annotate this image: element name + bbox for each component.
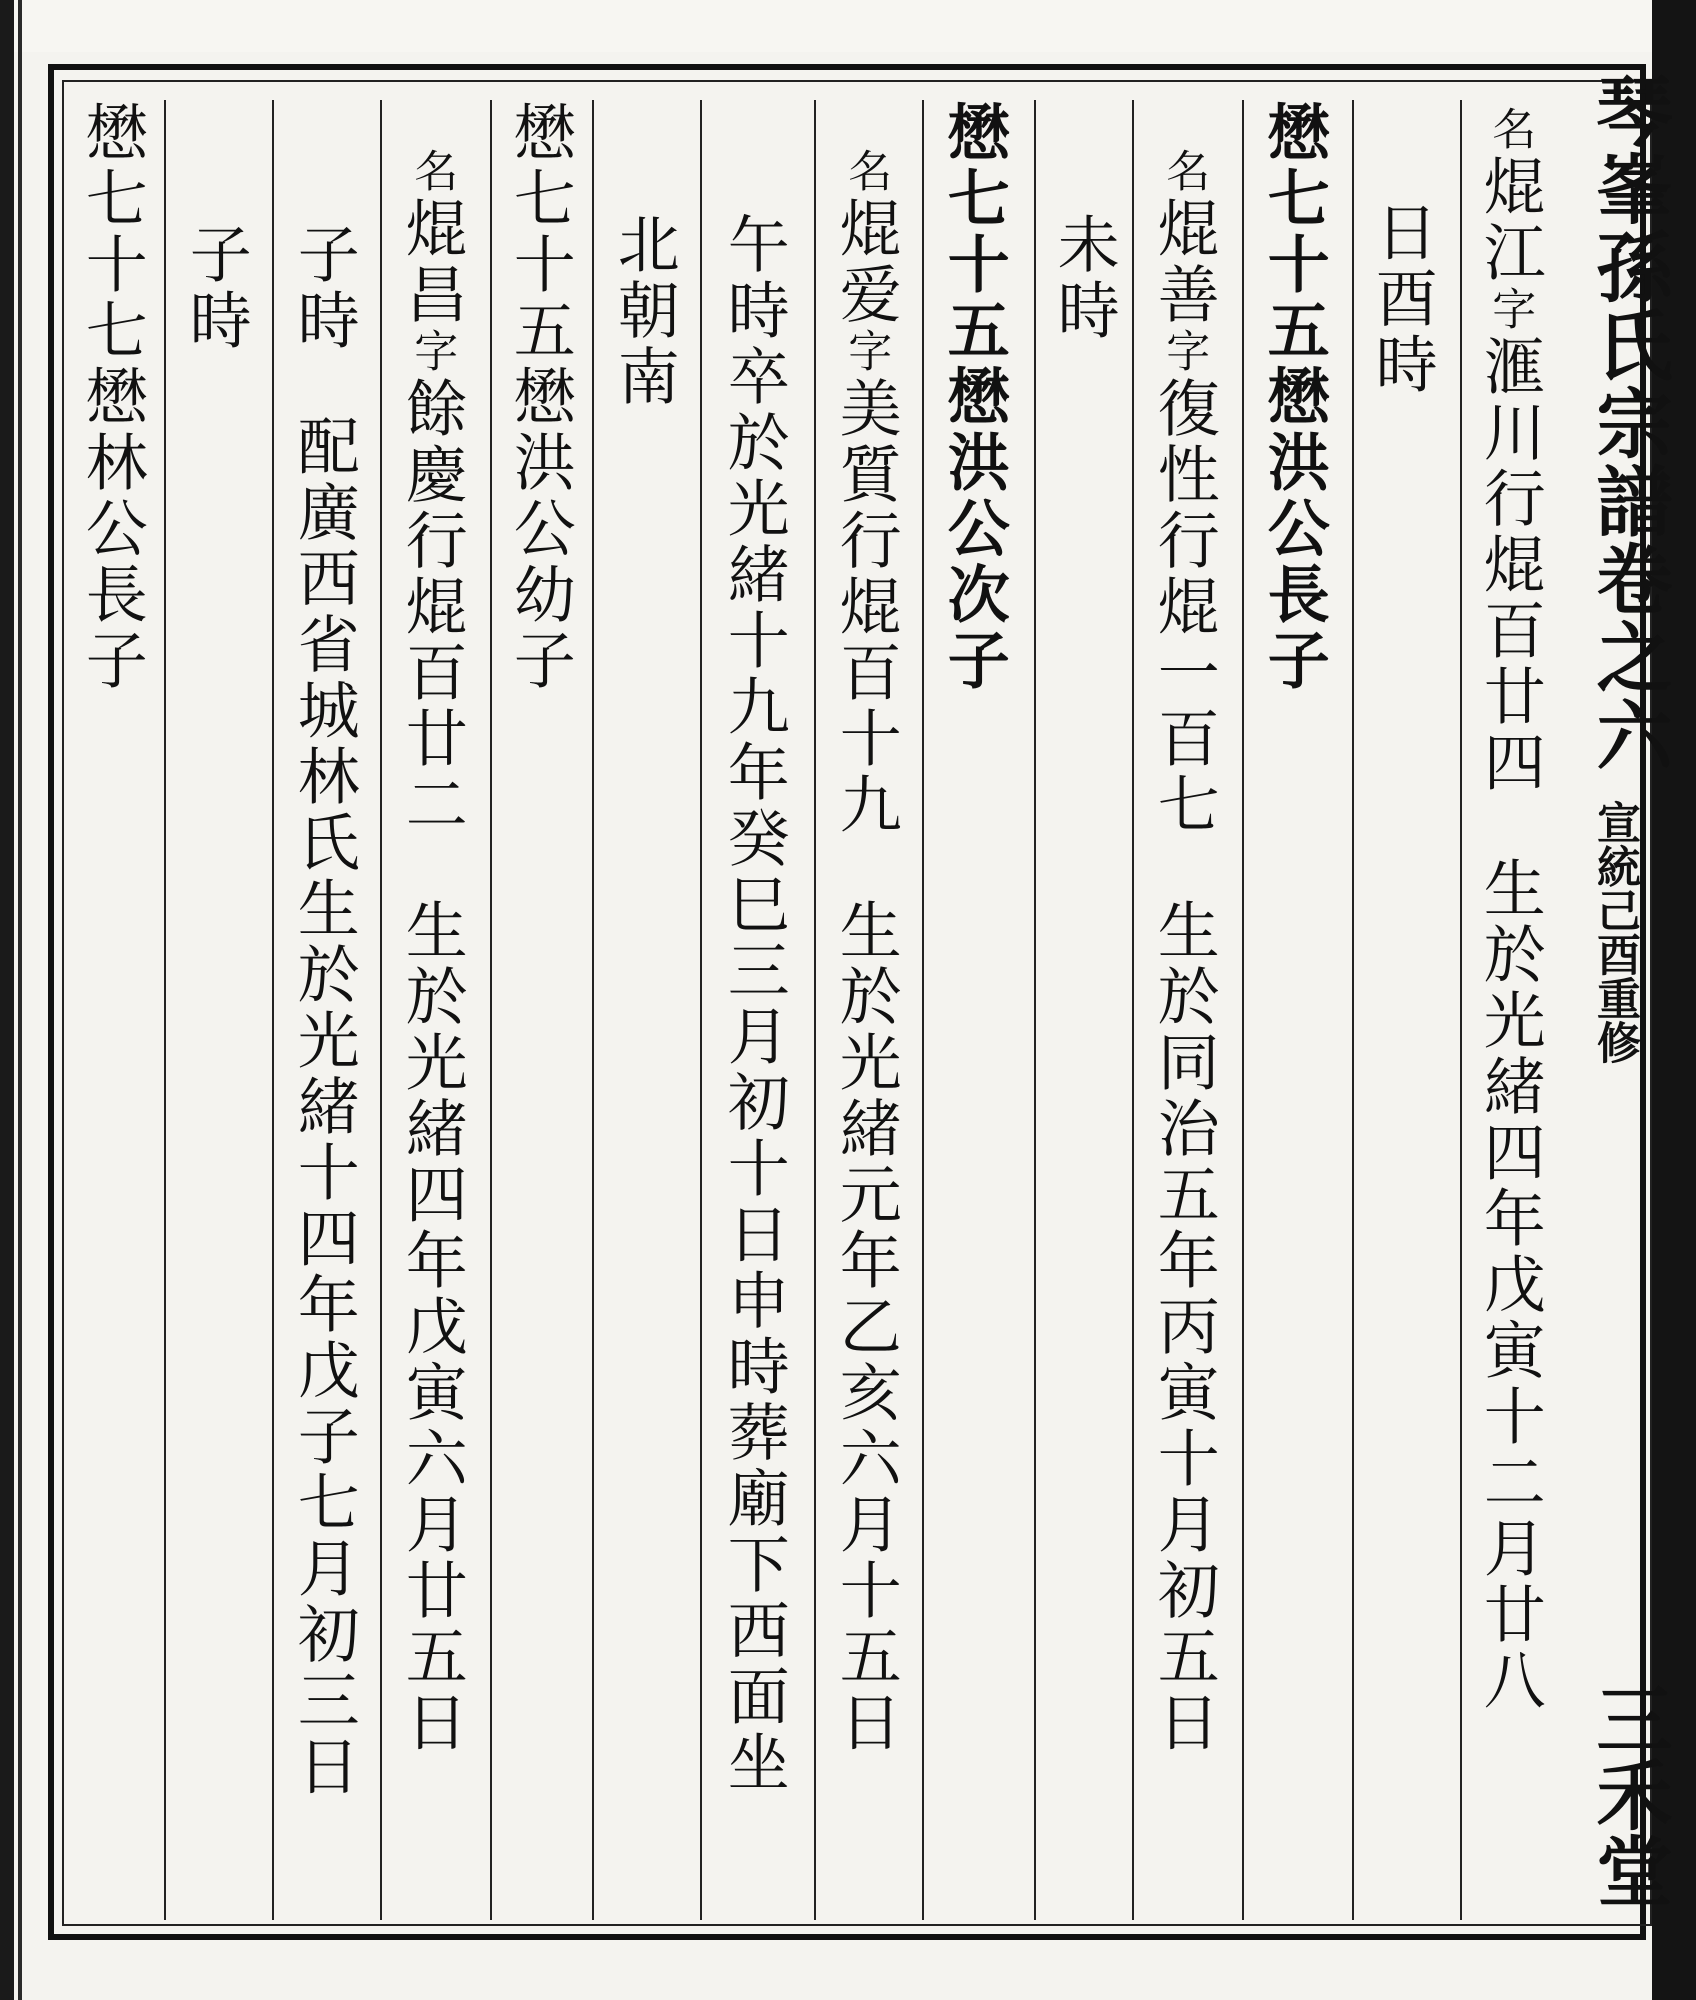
- hall-name: 三禾堂: [1584, 1680, 1673, 1908]
- column-rule: [592, 100, 594, 1920]
- left-binding-line: [18, 0, 22, 2000]
- column-rule: [1132, 100, 1134, 1920]
- entry-column: 子時配廣西省城林氏生於光緒十四年戊子七月初三日: [287, 222, 361, 1800]
- column-rule: [1034, 100, 1036, 1920]
- entry-column: 懋七十五懋洪公長子: [1257, 100, 1331, 694]
- column-rule: [1242, 100, 1244, 1920]
- entry-column: 懋七十七懋林公長子: [75, 100, 149, 694]
- entry-column: 名焜江字滙川行焜百廿四生於光緒四年戊寅十二月廿八: [1473, 106, 1547, 1714]
- column-rule: [700, 100, 702, 1920]
- entry-column: 子時: [179, 222, 253, 354]
- column-rule: [380, 100, 382, 1920]
- page-top-margin: [0, 0, 1696, 52]
- column-rule: [1460, 100, 1462, 1920]
- edition-note: 宣統己酉重修: [1589, 800, 1640, 1064]
- left-page-edge: [0, 0, 14, 2000]
- column-rule: [922, 100, 924, 1920]
- entry-column: 懋七十五懋洪公次子: [937, 100, 1011, 694]
- entry-column: 未時: [1047, 212, 1121, 344]
- entry-column: 名焜爱字美質行焜百十九生於光緒元年乙亥六月十五日: [829, 148, 903, 1756]
- entry-column: 午時卒於光緒十九年癸巳三月初十日申時葬廟下西面坐: [717, 212, 791, 1796]
- column-rule: [490, 100, 492, 1920]
- entry-column: 名焜昌字餘慶行焜百廿二生於光緒四年戊寅六月廿五日: [395, 148, 469, 1756]
- column-rule: [814, 100, 816, 1920]
- entry-column: 懋七十五懋洪公幼子: [503, 100, 577, 694]
- genealogy-title: 琴峯孫氏宗譜卷之六: [1584, 72, 1673, 774]
- entry-column: 北朝南: [607, 212, 681, 410]
- entry-column: 日酉時: [1365, 200, 1439, 398]
- column-rule: [164, 100, 166, 1920]
- entry-column: 名焜善字復性行焜一百七生於同治五年丙寅十月初五日: [1147, 148, 1221, 1756]
- column-rule: [272, 100, 274, 1920]
- column-rule: [1352, 100, 1354, 1920]
